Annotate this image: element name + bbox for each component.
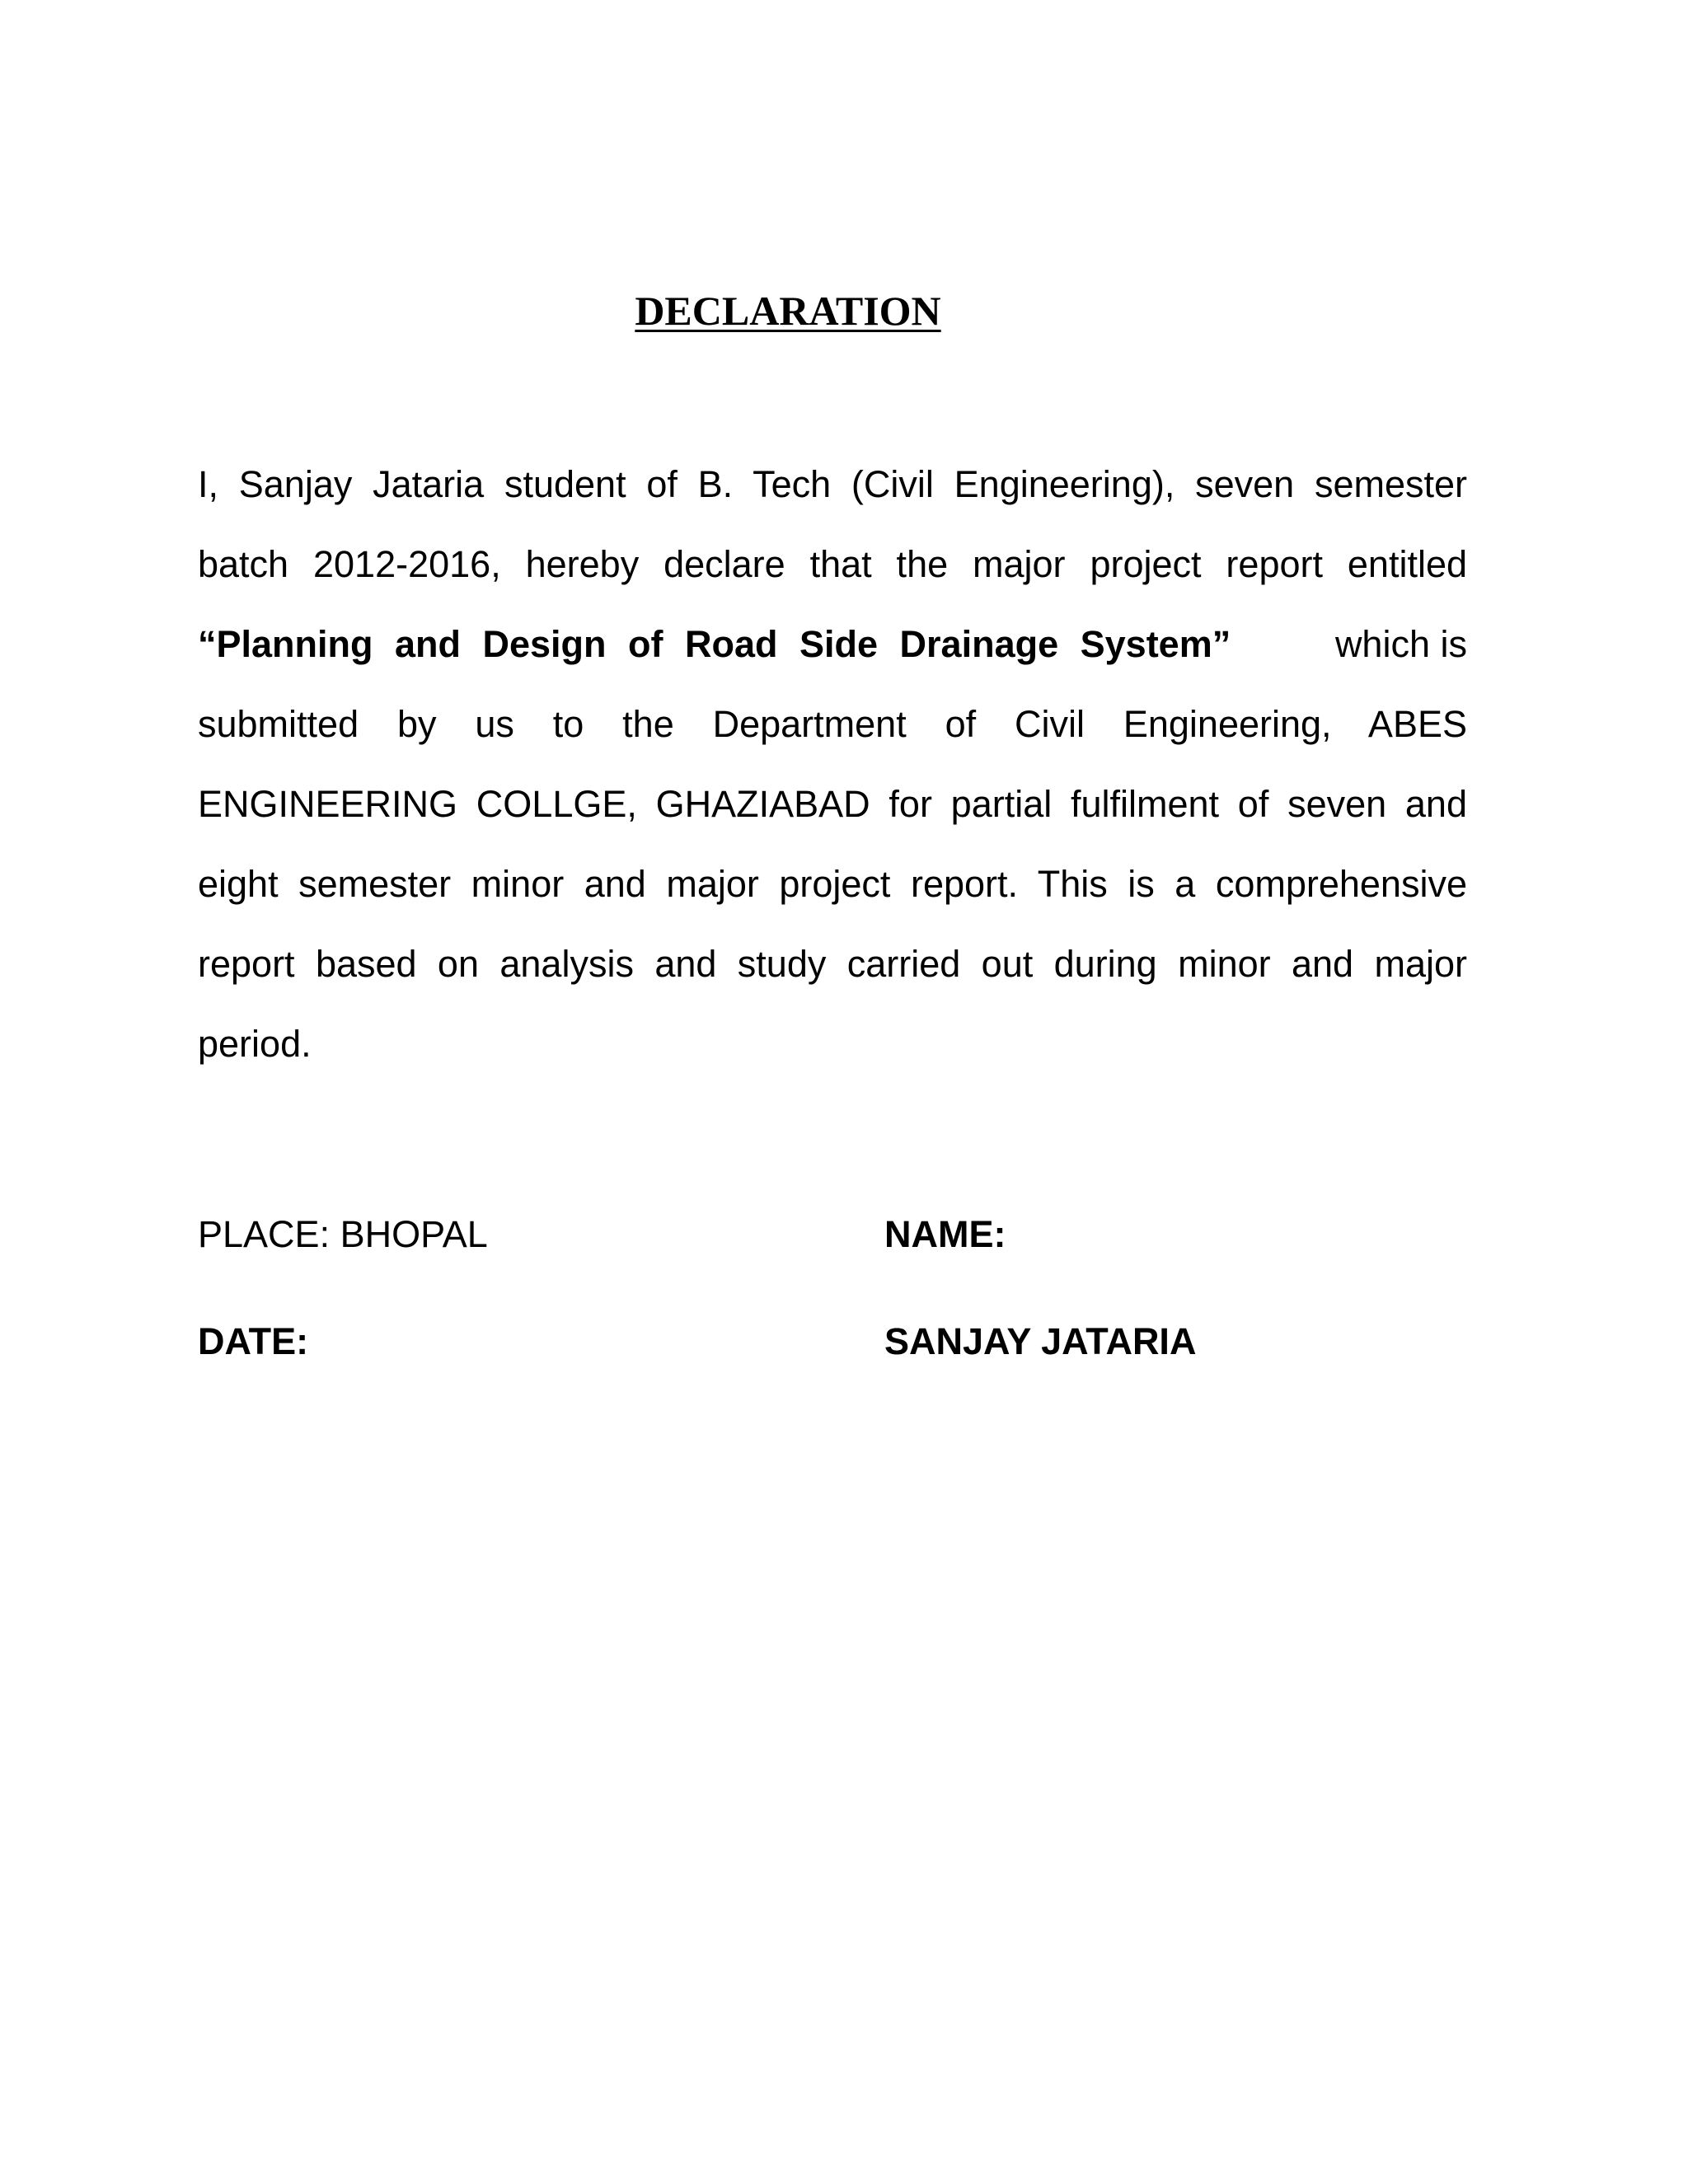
paragraph-line-6: eight semester minor and major project report. This is a comprehensive [198, 863, 1467, 905]
place-label: PLACE: BHOPAL [198, 1213, 488, 1255]
paragraph-line-4: submitted by us to the Department of Civil Engineering, ABES [198, 703, 1467, 745]
declaration-paragraph [198, 462, 1467, 1101]
project-title: “Planning and Design of Road Side Drainage System” [198, 623, 1231, 665]
page-title [0, 282, 1688, 340]
paragraph-line-3 [198, 621, 1467, 701]
declaration-heading: DECLARATION [635, 288, 941, 334]
paragraph-line-5: ENGINEERING COLLGE, GHAZIABAD for partial fulfilment of seven and [198, 783, 1467, 825]
paragraph-line-3-rest: which is [1334, 623, 1467, 665]
paragraph-line-7: report based on analysis and study carried out during minor and major [198, 943, 1467, 985]
signatory-name: SANJAY JATARIA [884, 1320, 1197, 1362]
paragraph-line-8: period. [198, 1023, 312, 1065]
paragraph-line-1: I, Sanjay Jataria student of B. Tech (Civil Engineering), seven semester [198, 463, 1467, 505]
paragraph-line-2: batch 2012-2016, hereby declare that the major project report entitled [198, 543, 1467, 585]
date-label: DATE: [198, 1320, 309, 1362]
name-label: NAME: [884, 1213, 1006, 1255]
